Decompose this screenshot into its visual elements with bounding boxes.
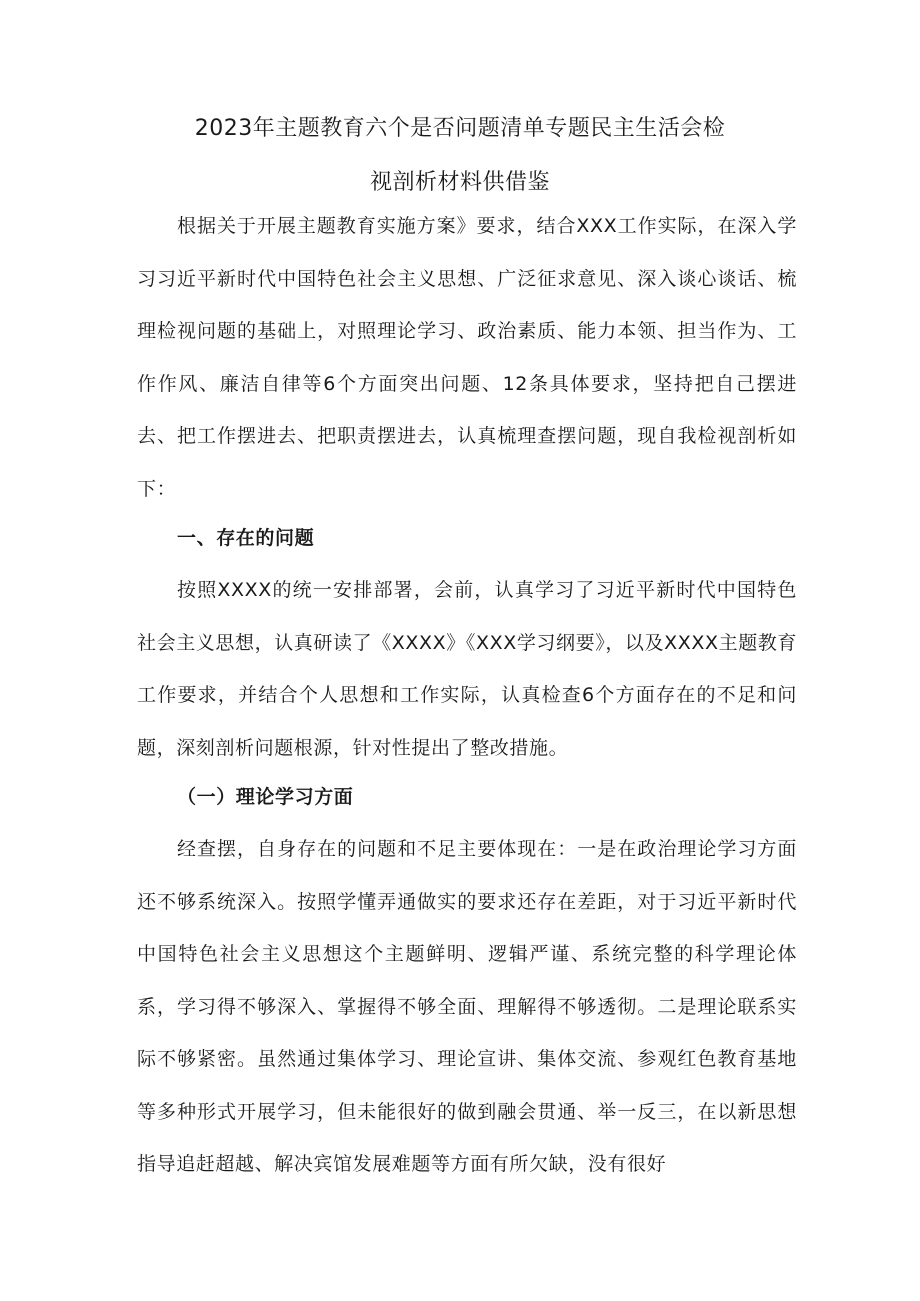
subsection-heading-theory-study: （一）理论学习方面 [177, 786, 354, 808]
subsection-paragraph-theory-study: 经查摆，自身存在的问题和不足主要体现在：一是在政治理论学习方面还不够系统深入。按照学懂弄通做实的要求还存在差距，对于习近平新时代中国特色社会主义思想这个主题鲜明、逻辑严谨、系统完整的科学理论体系，学习得不够深入、掌握得不够全面、理解得不够透彻。二是理论联系实际不够紧密。虽然通过集体学习、理论宣讲、集体交流、参观红色教育基地等多种形式开展学习，但未能很好的做到融会贯通、举一反三，在以新思想指导追赶超越、解决宾馆发展难题等方面有所欠缺，没有很好 [137, 838, 797, 1175]
section-heading-problems: 一、存在的问题 [177, 527, 315, 549]
intro-paragraph: 根据关于开展主题教育实施方案》要求，结合XXX工作实际，在深入学习习近平新时代中国特色社会主义思想、广泛征求意见、深入谈心谈话、梳理检视问题的基础上，对照理论学习、政治素质、能力本领、担当作为、工作作风、廉洁自律等6个方面突出问题、12条具体要求，坚持把自己摆进去、把工作摆进去、把职责摆进去，认真梳理查摆问题，现自我检视剖析如下： [137, 215, 797, 500]
document-title-line-2: 视剖析材料供借鉴 [369, 170, 550, 195]
section-paragraph-problems: 按照XXXX的统一安排部署，会前，认真学习了习近平新时代中国特色社会主义思想，认真研读了《XXXX》《XXX学习纲要》，以及XXXX主题教育工作要求，并结合个人思想和工作实际，认真检查6个方面存在的不足和问题，深刻剖析问题根源，针对性提出了整改措施。 [137, 579, 797, 759]
document-title-line-1: 2023年主题教育六个是否问题清单专题民主生活会检 [194, 116, 726, 141]
